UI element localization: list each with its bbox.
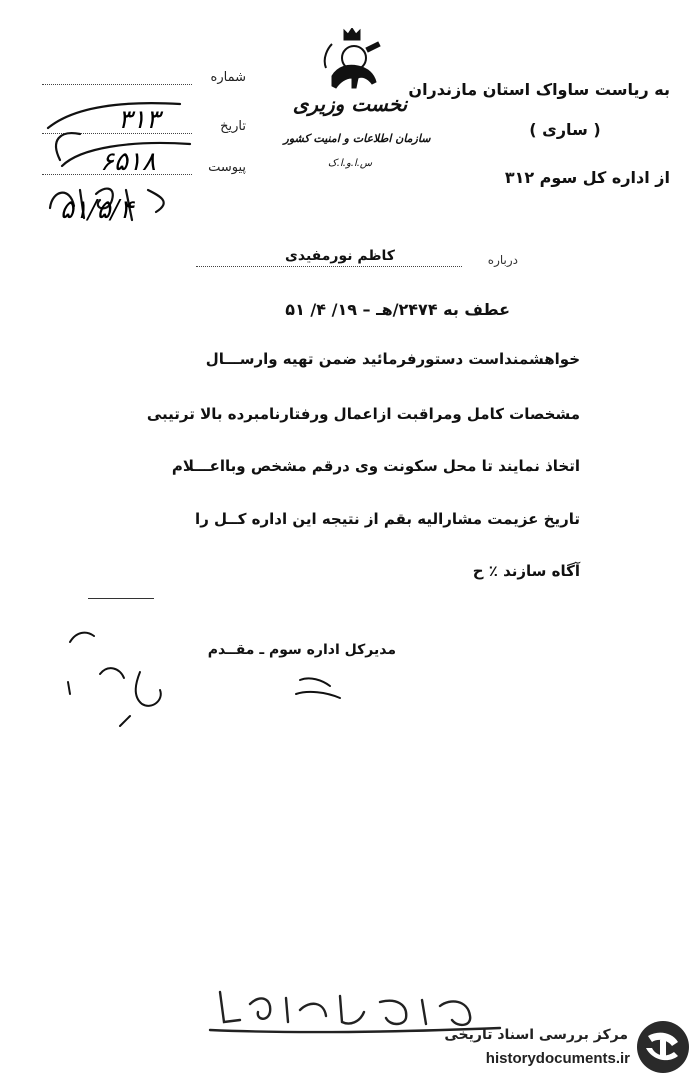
body-line-1: خواهشمنداست دستورفرمائید ضمن تهیه وارســـال	[205, 350, 580, 368]
body-line-5: آگاه سازند ٪ ح	[472, 562, 580, 580]
footer-logo-text-fa: مرکز بررسی اسناد تاریخی	[444, 1027, 628, 1043]
body-line-2: مشخصات کامل ومراقبت ازاعمال ورفتارنامبرده بالا ترتیبی	[146, 405, 580, 423]
stamp-line-2: ۶۵۱۸	[100, 147, 156, 177]
emblem-organization: سازمان اطلاعات و امنیت کشور	[283, 132, 431, 145]
attachment-label: پیوست	[208, 160, 246, 175]
body-line-4: تاریخ عزیمت مشارالیه بقم از نتیجه این اداره کــل را	[195, 510, 580, 528]
subject-value: کاظم نورمفیدی	[250, 248, 430, 264]
reference-line: عطف به ۲۴۷۴/هـ – ۱۹/ ۴/ ۵۱	[285, 300, 510, 319]
signature-title: مدیرکل اداره سوم ـ مقــدم	[207, 642, 396, 658]
handwritten-signature-icon	[60, 620, 380, 730]
emblem-code: س.ا.و.ا.ک	[327, 158, 373, 169]
handwritten-registration-stamp	[40, 90, 210, 230]
date-label: تاریخ	[220, 119, 246, 134]
stamp-line-1: ۳۱۳	[118, 105, 160, 135]
number-label: شماره	[210, 70, 246, 85]
emblem-title: نخست وزیری	[292, 92, 408, 116]
body-line-3: اتخاذ نمایند تا محل سکونت وی درقم مشخص وبااعـــلام	[171, 457, 580, 475]
sender-line: از اداره کل سوم ۳۱۲	[504, 168, 670, 187]
number-dotted-line	[42, 84, 192, 85]
subject-dotted-line	[196, 266, 462, 267]
recipient-line: به ریاست ساواک استان مازندران	[408, 80, 670, 99]
stamp-line-3: ۵۱/۵/۴	[60, 195, 134, 225]
recipient-city: ( ساری )	[529, 120, 601, 139]
subject-label: درباره	[487, 253, 518, 267]
history-documents-logo-icon	[632, 1018, 694, 1076]
separator-line	[88, 598, 154, 599]
footer-logo-text-en: historydocuments.ir	[485, 1050, 630, 1067]
